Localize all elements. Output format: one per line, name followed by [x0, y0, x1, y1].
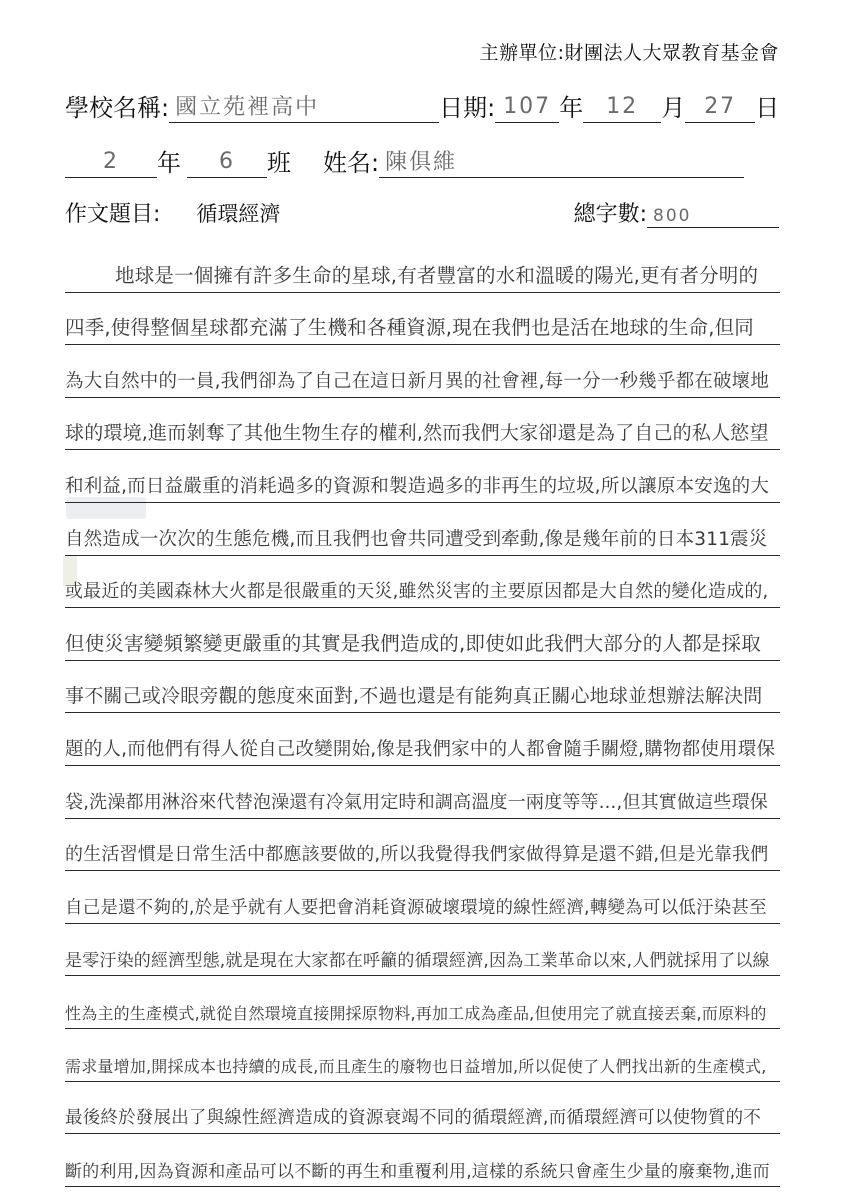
essay-line	[65, 398, 780, 451]
wordcount-field[interactable]: 800	[647, 204, 779, 228]
essay-line-text: 袋,洗澡都用淋浴來代替泡澡還有冷氣用定時和調高溫度一兩度等等...,但其實做這些環保	[65, 791, 769, 813]
essay-line-text: 地球是一個擁有許多生命的星球,有者豐富的水和溫暖的陽光,更有者分明的	[115, 263, 759, 287]
essay-line-text: 自然造成一次次的生態危機,而且我們也會共同遭受到牽動,像是幾年前的日本311震災	[65, 528, 768, 550]
essay-line	[65, 1134, 780, 1187]
date-month-field[interactable]: 12	[583, 92, 661, 123]
essay-line-text: 為大自然中的一員,我們卻為了自己在這日新月異的社會裡,每一分一秒幾乎都在破壞地	[65, 370, 770, 392]
essay-line-text: 需求量增加,開採成本也持續的成長,而且產生的廢物也日益增加,所以促使了人們找出新的生產模式,	[65, 1056, 767, 1076]
class-field[interactable]: 6	[187, 147, 267, 178]
name-label: 姓名:	[323, 149, 380, 177]
essay-line	[65, 345, 780, 398]
essay-line-text: 性為主的生產模式,就從自然環境直接開採原物料,再加工成為產品,但使用完了就直接丟棄,而原料的	[65, 1003, 767, 1023]
topic-label: 作文題目:	[65, 202, 161, 227]
essay-line	[65, 713, 780, 766]
essay-line-text: 或最近的美國森林大火都是很嚴重的天災,雖然災害的主要原因都是大自然的變化造成的,	[65, 581, 769, 603]
essay-line-text: 是零汙染的經濟型態,就是現在大家都在呼籲的循環經濟,因為工業革命以來,人們就採用了以線	[65, 951, 770, 972]
essay-line-text: 球的環境,進而剝奪了其他生物生存的權利,然而我們大家卻還是為了自己的私人慾望	[65, 422, 769, 445]
date-label: 日期:	[439, 94, 496, 122]
month-label: 月	[661, 94, 686, 122]
organizer-label: 主辦單位:財團法人大眾教育基金會	[479, 42, 779, 64]
essay-line	[65, 608, 780, 661]
essay-line	[65, 871, 780, 924]
school-field[interactable]: 國立苑裡高中	[169, 93, 439, 123]
essay-line	[65, 1082, 780, 1135]
grade-field[interactable]: 2	[65, 147, 157, 178]
essay-line	[65, 240, 780, 293]
essay-line	[65, 766, 780, 819]
essay-line-text: 事不關己或冷眼旁觀的態度來面對,不過也還是有能夠真正關心地球並想辦法解決問	[65, 685, 763, 708]
school-date-row	[65, 88, 779, 123]
essay-line	[65, 976, 780, 1029]
essay-line	[65, 450, 780, 503]
essay-line	[65, 503, 780, 556]
school-label: 學校名稱:	[65, 94, 170, 122]
essay-line-text: 斷的利用,因為資源和產品可以不斷的再生和重覆利用,這樣的系統只會產生少量的廢棄物,進而	[65, 1161, 770, 1182]
date-day-field[interactable]: 27	[685, 92, 755, 123]
essay-line-text: 最後終於發展出了與線性經濟造成的資源衰竭不同的循環經濟,而循環經濟可以使物質的不	[65, 1108, 762, 1129]
essay-line	[65, 556, 780, 609]
essay-line-text: 題的人,而他們有得人從自己改變開始,像是我們家中的人都會隨手關燈,購物都使用環保	[65, 738, 776, 760]
grade-class-name-row	[65, 143, 744, 178]
topic-value: 循環經濟	[196, 202, 281, 226]
topic-row	[65, 197, 280, 228]
grade-label: 年	[157, 149, 181, 177]
name-field[interactable]: 陳俱維	[379, 148, 744, 178]
day-label: 日	[755, 94, 780, 122]
wordcount-label: 總字數:	[573, 202, 647, 227]
essay-line	[65, 924, 780, 977]
wordcount-row	[574, 197, 779, 228]
essay-line-text: 四季,使得整個星球都充滿了生機和各種資源,現在我們也是活在地球的生命,但同	[65, 316, 754, 340]
year-label: 年	[559, 94, 584, 122]
essay-line	[65, 1029, 780, 1082]
class-label: 班	[267, 149, 291, 177]
essay-line	[65, 293, 780, 346]
essay-body	[65, 240, 780, 1187]
essay-line-text: 和利益,而日益嚴重的消耗過多的資源和製造過多的非再生的垃圾,所以讓原本安逸的大	[65, 475, 770, 497]
essay-line-text: 自己是還不夠的,於是乎就有人要把會消耗資源破壞環境的線性經濟,轉變為可以低汙染甚至	[65, 897, 767, 918]
essay-line-text: 但使災害變頻繁變更嚴重的其實是我們造成的,即使如此我們大部分的人都是採取	[65, 631, 761, 655]
essay-line-text: 的生活習慣是日常生活中都應該要做的,所以我覺得我們家做得算是還不錯,但是光靠我們	[65, 844, 769, 866]
date-year-field[interactable]: 107	[495, 92, 559, 123]
essay-line	[65, 819, 780, 872]
essay-line	[65, 661, 780, 714]
